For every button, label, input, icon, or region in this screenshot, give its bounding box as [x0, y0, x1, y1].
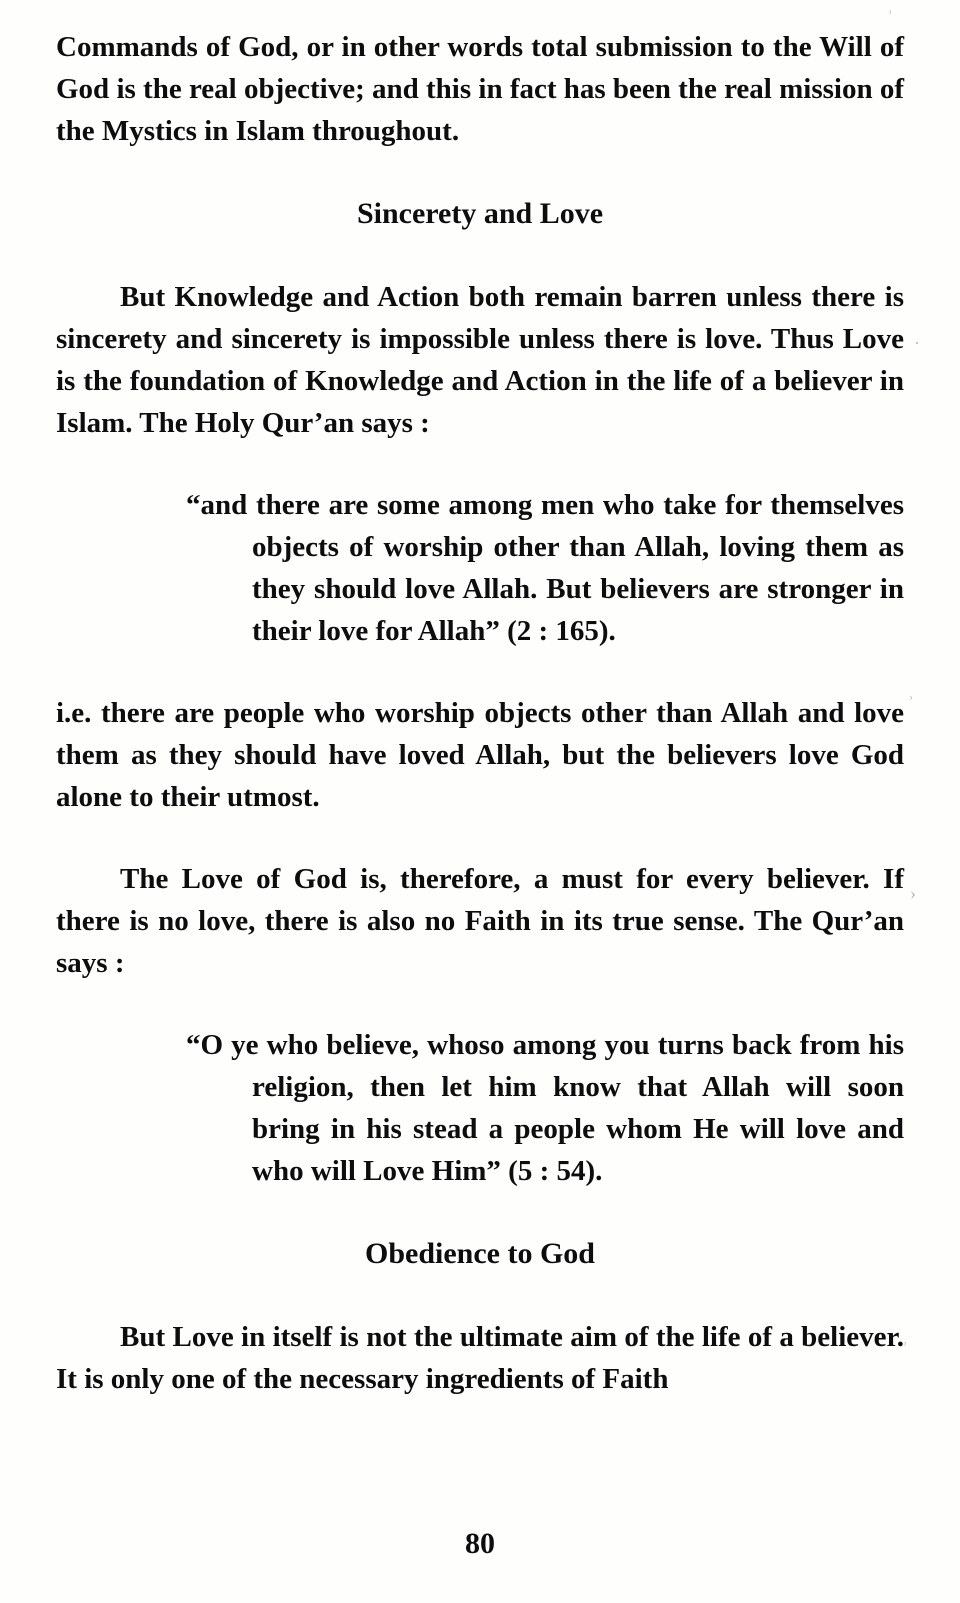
scan-artifact: · — [914, 333, 920, 353]
quran-quote-2-165: “and there are some among men who take for themselves objects of worship other than Allah, loving them as they should love Allah. But believers are stronger in their love for Allah” (2 : 165). — [186, 488, 904, 647]
quran-quote-5-54: “O ye who believe, whoso among you turns back from his religion, then let him know that Allah will soon bring in his stead a people whom He will love and who will Love Him” (5 : 54). — [186, 1029, 904, 1188]
section-heading-obedience-to-god: Obedience to God — [365, 1237, 595, 1271]
paragraph-commands-of-god: Commands of God, or in other words total submission to the Will of God is the real objective; and this in fact has been the real mission of the Mystics in Islam throughout. — [56, 31, 904, 148]
paragraph-love-not-ultimate-aim: But Love in itself is not the ultimate aim of the life of a believer. It is only one of the necessary ingredients of Faith — [56, 1320, 904, 1396]
section-heading-sincerety-and-love: Sincerety and Love — [356, 197, 604, 231]
paragraph-ie-there-are-people: i.e. there are people who worship objects other than Allah and love them as they should have loved Allah, but the believers love God alone to their utmost. — [56, 697, 904, 814]
scan-artifact: ʾ — [908, 693, 914, 713]
paragraph-knowledge-and-action: But Knowledge and Action both remain barren unless there is sincerety and sincerety is impossible unless there is love. Thus Love is the foundation of Knowledge and Action in the life of a believer in Islam. The Holy Qur’an says : — [56, 280, 904, 439]
scan-artifact: › — [910, 883, 916, 903]
paragraph-love-of-god: The Love of God is, therefore, a must for every believer. If there is no love, there is also no Faith in its true sense. The Qur’an says : — [56, 863, 904, 980]
scan-artifact: ʾ — [902, 1339, 908, 1359]
page-number: 80 — [465, 1526, 495, 1560]
scan-artifact: ʾ — [883, 6, 895, 28]
